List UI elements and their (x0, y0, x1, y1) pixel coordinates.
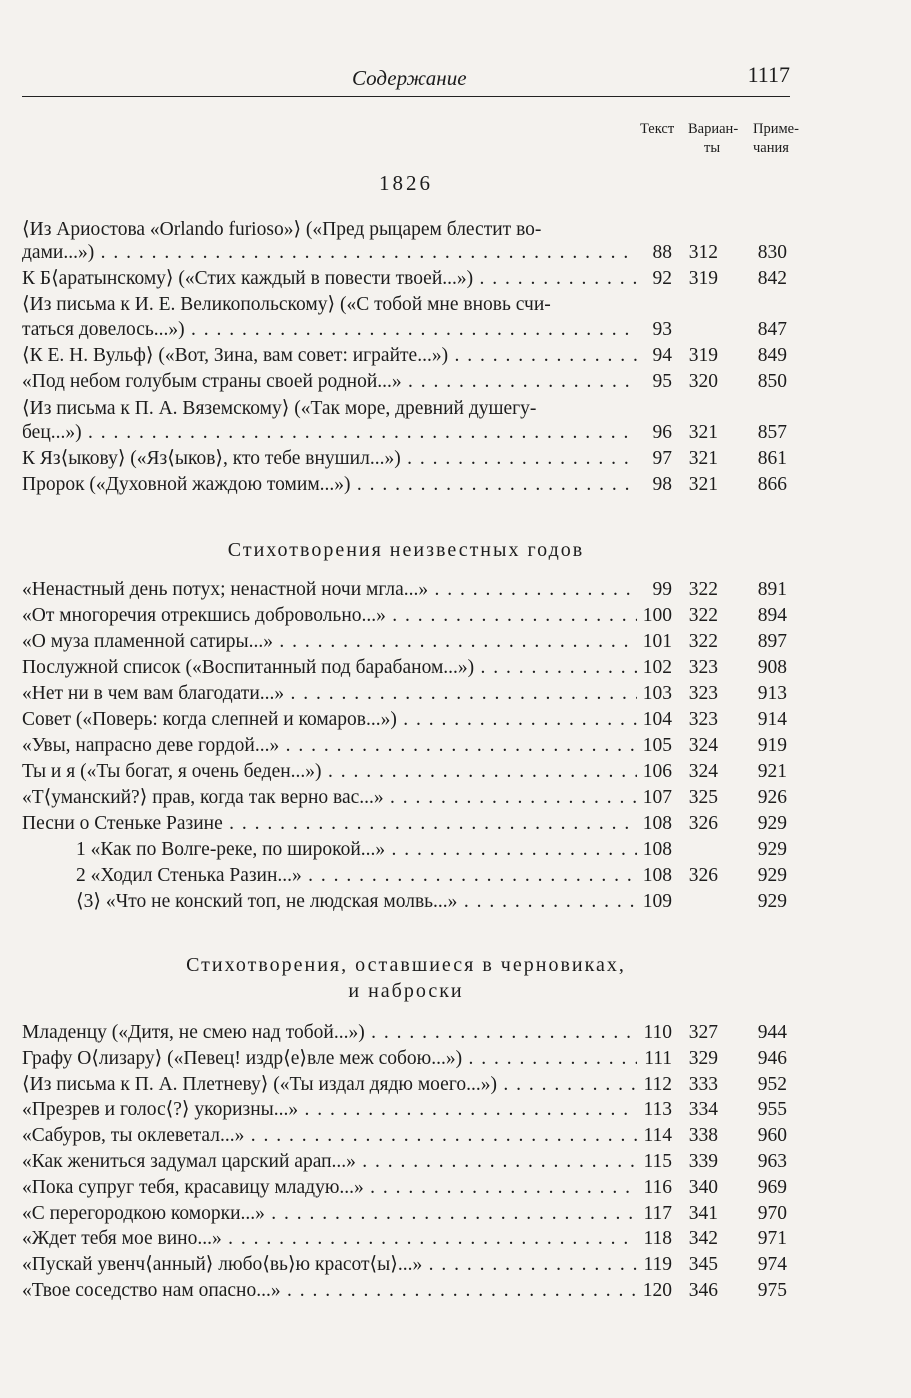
notes-page: 914 (757, 709, 787, 730)
notes-page: 847 (757, 319, 787, 340)
notes-page: 919 (757, 735, 787, 756)
entry-title: «Ненастный день потух; ненастной ночи мгла...» . . . (22, 577, 637, 603)
entry-title: ⟨Из письма к П. А. Плетневу⟩ («Ты издал дядю моего...») . . . (22, 1072, 637, 1098)
text-page: 112 (643, 1074, 672, 1095)
section-title-unknown-years: Стихотворения неизвестных годов (227, 539, 585, 561)
entry-title: бец...») . . . (22, 420, 637, 446)
entry-title: «С перегородкою коморки...» . . . (22, 1201, 637, 1227)
section-title-drafts-cont: и наброски (348, 980, 464, 1002)
toc-entry (22, 837, 790, 863)
entry-title: 2 «Ходил Стенька Разин...» . . . (76, 863, 637, 889)
page-number: 1117 (747, 62, 790, 87)
toc-entry (22, 759, 790, 785)
notes-page: 929 (757, 891, 787, 912)
text-page: 105 (642, 735, 672, 756)
notes-page: 830 (757, 242, 787, 263)
notes-page: 894 (757, 605, 787, 626)
notes-page: 861 (757, 448, 787, 469)
text-page: 100 (642, 605, 672, 626)
text-page: 119 (643, 1254, 672, 1275)
entry-title: «Презрев и голос⟨?⟩ укоризны...» . . . (22, 1097, 637, 1123)
notes-page: 897 (757, 631, 787, 652)
entry-title: К Б⟨аратынскому⟩ («Стих каждый в повести твоей...») . . . (22, 266, 637, 292)
entry-title: «Сабуров, ты оклеветал...» . . . (22, 1123, 637, 1149)
entry-title: ⟨К Е. Н. Вульф⟩ («Вот, Зина, вам совет: играйте...») . . . (22, 343, 637, 369)
notes-page: 849 (757, 345, 787, 366)
toc-entry (22, 707, 790, 733)
variants-page: 323 (688, 657, 718, 678)
toc-entry (22, 733, 790, 759)
text-page: 108 (642, 865, 672, 886)
variants-page: 312 (688, 242, 718, 263)
toc-entry (22, 317, 790, 343)
entry-title: ⟨Из Ариостова «Orlando furioso»⟩ («Пред рыцарем блестит во- (22, 219, 542, 240)
toc-entry (22, 420, 790, 446)
notes-page: 926 (757, 787, 787, 808)
toc-entry (22, 1149, 790, 1175)
entry-title: Пророк («Духовной жаждою томим...») . . . (22, 472, 637, 498)
entry-title: «Увы, напрасно деве гордой...» . . . (22, 733, 637, 759)
entry-title: Графу О⟨лизару⟩ («Певец! издр⟨е⟩вле меж собою...») . . . (22, 1046, 637, 1072)
text-page: 109 (642, 891, 672, 912)
text-page: 97 (652, 448, 672, 469)
text-page: 107 (642, 787, 672, 808)
text-page: 101 (642, 631, 672, 652)
variants-page: 321 (688, 474, 718, 495)
entry-title: Ты и я («Ты богат, я очень беден...») . . . (22, 759, 637, 785)
text-page: 99 (652, 579, 672, 600)
column-header-notes-cont: чания (753, 140, 789, 156)
notes-page: 946 (757, 1048, 787, 1069)
toc-entry (22, 266, 790, 292)
variants-page: 324 (688, 735, 718, 756)
entry-title: «Под небом голубым страны своей родной...» . . . (22, 369, 637, 395)
text-page: 120 (642, 1280, 672, 1301)
notes-page: 952 (757, 1074, 787, 1095)
column-header-text: Текст (640, 121, 675, 137)
toc-entry (22, 785, 790, 811)
section-title-1826: 1826 (379, 171, 433, 195)
variants-page: 345 (688, 1254, 718, 1275)
entry-title: «Пускай увенч⟨анный⟩ любо⟨вь⟩ю красот⟨ы⟩...» . . . (22, 1252, 637, 1278)
toc-entry (22, 1123, 790, 1149)
toc-entry (22, 1020, 790, 1046)
text-page: 102 (642, 657, 672, 678)
column-header-notes: Приме- (753, 121, 799, 137)
column-header-variants: Вариан- (688, 121, 739, 137)
toc-entry (22, 369, 790, 395)
variants-page: 325 (688, 787, 718, 808)
text-page: 93 (652, 319, 672, 340)
toc-entry (22, 1175, 790, 1201)
text-page: 94 (652, 345, 672, 366)
toc-entry (22, 1072, 790, 1098)
toc-entry (22, 472, 790, 498)
entry-title: «Как жениться задумал царский арап...» . . . (22, 1149, 637, 1175)
variants-page: 323 (688, 709, 718, 730)
notes-page: 971 (757, 1228, 787, 1249)
variants-page: 341 (688, 1203, 718, 1224)
running-head (22, 58, 790, 97)
notes-page: 974 (757, 1254, 787, 1275)
toc-entry (22, 1226, 790, 1252)
toc-entry (22, 1046, 790, 1072)
toc-entry (22, 655, 790, 681)
entry-title: ⟨Из письма к И. Е. Великопольскому⟩ («С тобой мне вновь счи- (22, 294, 551, 315)
entry-title: «О муза пламенной сатиры...» . . . (22, 629, 637, 655)
toc-entry (22, 603, 790, 629)
variants-page: 324 (688, 761, 718, 782)
notes-page: 908 (757, 657, 787, 678)
entry-title: «Т⟨уманский?⟩ прав, когда так верно вас...» . . . (22, 785, 637, 811)
entry-title: Совет («Поверь: когда слепней и комаров...») . . . (22, 707, 637, 733)
notes-page: 955 (757, 1099, 787, 1120)
variants-page: 322 (688, 631, 718, 652)
notes-page: 960 (757, 1125, 787, 1146)
text-page: 108 (642, 813, 672, 834)
toc-entry (22, 1278, 790, 1304)
entry-title: таться довелось...») . . . (22, 317, 637, 343)
variants-page: 320 (688, 371, 718, 392)
running-title: Содержание (352, 66, 467, 90)
entry-title: Младенцу («Дитя, не смею над тобой...») . . . (22, 1020, 637, 1046)
text-page: 108 (642, 839, 672, 860)
text-page: 92 (652, 268, 672, 289)
toc-entry (22, 292, 790, 318)
variants-page: 346 (688, 1280, 718, 1301)
toc-entry (22, 577, 790, 603)
text-page: 111 (644, 1048, 672, 1069)
notes-page: 921 (757, 761, 787, 782)
notes-page: 929 (757, 839, 787, 860)
notes-page: 975 (757, 1280, 787, 1301)
variants-page: 334 (688, 1099, 718, 1120)
notes-page: 842 (757, 268, 787, 289)
entry-title: Послужной список («Воспитанный под барабаном...») . . . (22, 655, 637, 681)
entry-title: К Яз⟨ыкову⟩ («Яз⟨ыков⟩, кто тебе внушил...») . . . (22, 446, 637, 472)
variants-page: 321 (688, 448, 718, 469)
notes-page: 929 (757, 813, 787, 834)
text-page: 110 (643, 1022, 672, 1043)
column-headers (0, 120, 911, 160)
variants-page: 338 (688, 1125, 718, 1146)
entry-title: дами...») . . . (22, 240, 637, 266)
notes-page: 850 (757, 371, 787, 392)
notes-page: 891 (757, 579, 787, 600)
notes-page: 969 (757, 1177, 787, 1198)
column-header-variants-cont: ты (704, 140, 721, 156)
variants-page: 322 (688, 605, 718, 626)
entry-title: Песни о Стеньке Разине . . . (22, 811, 637, 837)
toc-entry (22, 629, 790, 655)
text-page: 114 (643, 1125, 672, 1146)
notes-page: 913 (757, 683, 787, 704)
entry-title: ⟨3⟩ «Что не конский топ, не людская молвь...» . . . (76, 889, 637, 915)
variants-page: 321 (688, 422, 718, 443)
variants-page: 326 (688, 865, 718, 886)
text-page: 98 (652, 474, 672, 495)
toc-entry (22, 343, 790, 369)
text-page: 103 (642, 683, 672, 704)
notes-page: 866 (757, 474, 787, 495)
notes-page: 929 (757, 865, 787, 886)
toc-entry (22, 889, 790, 915)
toc-entry (22, 1252, 790, 1278)
toc-entry (22, 1201, 790, 1227)
text-page: 104 (642, 709, 672, 730)
variants-page: 322 (688, 579, 718, 600)
section-title-drafts: Стихотворения, оставшиеся в черновиках, (186, 954, 626, 976)
text-page: 88 (652, 242, 672, 263)
entry-title: «Твое соседство нам опасно...» . . . (22, 1278, 637, 1304)
variants-page: 340 (688, 1177, 718, 1198)
entry-title: «Ждет тебя мое вино...» . . . (22, 1226, 637, 1252)
variants-page: 339 (688, 1151, 718, 1172)
text-page: 115 (643, 1151, 672, 1172)
entry-title: ⟨Из письма к П. А. Вяземскому⟩ («Так море, древний душегу- (22, 398, 537, 419)
notes-page: 963 (757, 1151, 787, 1172)
toc-entry (22, 811, 790, 837)
notes-page: 944 (757, 1022, 787, 1043)
entry-title: «Пока супруг тебя, красавицу младую...» . . . (22, 1175, 637, 1201)
text-page: 118 (643, 1228, 672, 1249)
toc-entry (22, 863, 790, 889)
variants-page: 323 (688, 683, 718, 704)
text-page: 95 (652, 371, 672, 392)
toc-entry (22, 681, 790, 707)
toc-entry (22, 240, 790, 266)
notes-page: 970 (757, 1203, 787, 1224)
entry-title: «От многоречия отрекшись добровольно...» . . . (22, 603, 637, 629)
entry-title: 1 «Как по Волге-реке, по широкой...» . . . (76, 837, 637, 863)
variants-page: 327 (688, 1022, 718, 1043)
variants-page: 329 (688, 1048, 718, 1069)
text-page: 106 (642, 761, 672, 782)
toc-entry (22, 1097, 790, 1123)
text-page: 96 (652, 422, 672, 443)
text-page: 117 (643, 1203, 672, 1224)
entry-title: «Нет ни в чем вам благодати...» . . . (22, 681, 637, 707)
variants-page: 319 (688, 345, 718, 366)
variants-page: 326 (688, 813, 718, 834)
toc-entry (22, 396, 790, 422)
variants-page: 319 (688, 268, 718, 289)
variants-page: 333 (688, 1074, 718, 1095)
variants-page: 342 (688, 1228, 718, 1249)
notes-page: 857 (757, 422, 787, 443)
text-page: 116 (643, 1177, 672, 1198)
text-page: 113 (643, 1099, 672, 1120)
toc-entry (22, 446, 790, 472)
